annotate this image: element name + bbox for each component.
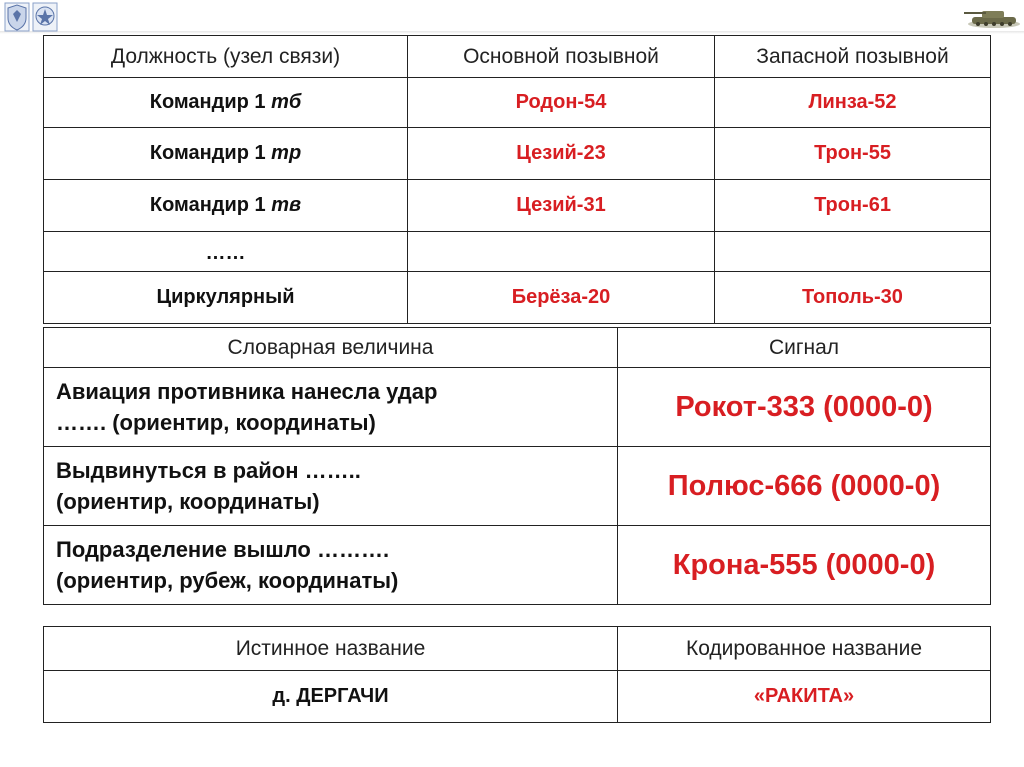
names-table — [43, 626, 991, 723]
main-callsign: Цезий-31 — [408, 180, 715, 232]
table-row — [44, 272, 991, 324]
table-row — [44, 180, 991, 232]
table-header-row — [44, 328, 991, 368]
signal-value: Полюс-666 (0000-0) — [618, 447, 991, 526]
header-divider — [0, 31, 1024, 34]
ellipsis-cell: …… — [44, 232, 408, 272]
table-row — [44, 368, 991, 447]
unit-label: тв — [271, 194, 302, 216]
table-row — [44, 232, 991, 272]
dictionary-line: ……. (ориентир, координаты) — [56, 410, 376, 435]
dictionary-line: Подразделение вышло ………. — [56, 537, 390, 562]
dictionary-line: (ориентир, рубеж, координаты) — [56, 568, 399, 593]
dictionary-value — [44, 447, 618, 526]
empty-cell — [408, 232, 715, 272]
tank-icon — [962, 0, 1024, 30]
table-row — [44, 447, 991, 526]
main-callsign: Берёза-20 — [408, 272, 715, 324]
reserve-callsign: Трон-55 — [715, 128, 991, 180]
position-label: Командир 1 — [149, 194, 272, 216]
column-header: Истинное название — [44, 627, 618, 671]
emblem-icon — [4, 2, 58, 34]
reserve-callsign: Линза-52 — [715, 78, 991, 128]
column-header: Должность (узел связи) — [44, 36, 408, 78]
empty-cell — [715, 232, 991, 272]
unit-label: тб — [271, 91, 302, 113]
position-cell — [44, 128, 408, 180]
unit-label: тр — [271, 142, 302, 164]
reserve-callsign: Тополь-30 — [715, 272, 991, 324]
column-header: Основной позывной — [408, 36, 715, 78]
table-header-row — [44, 627, 991, 671]
position-cell: Циркулярный — [44, 272, 408, 324]
true-name: д. ДЕРГАЧИ — [44, 671, 618, 723]
main-callsign: Родон-54 — [408, 78, 715, 128]
dictionary-line: Выдвинуться в район …….. — [56, 458, 361, 483]
dictionary-line: Авиация противника нанесла удар — [56, 379, 438, 404]
signal-value: Крона-555 (0000-0) — [618, 526, 991, 605]
table-row — [44, 526, 991, 605]
table-row — [44, 128, 991, 180]
dictionary-line: (ориентир, координаты) — [56, 489, 320, 514]
main-callsign: Цезий-23 — [408, 128, 715, 180]
dictionary-value — [44, 526, 618, 605]
column-header: Словарная величина — [44, 328, 618, 368]
position-label: Командир 1 — [149, 91, 272, 113]
coded-name: «РАКИТА» — [618, 671, 991, 723]
table-row — [44, 671, 991, 723]
position-cell — [44, 78, 408, 128]
signal-value: Рокот-333 (0000-0) — [618, 368, 991, 447]
signals-table — [43, 327, 991, 605]
dictionary-value — [44, 368, 618, 447]
reserve-callsign: Трон-61 — [715, 180, 991, 232]
table-row — [44, 78, 991, 128]
position-cell — [44, 180, 408, 232]
table-header-row — [44, 36, 991, 78]
callsigns-table — [43, 35, 991, 324]
column-header: Кодированное название — [618, 627, 991, 671]
position-label: Командир 1 — [149, 142, 272, 164]
column-header: Запасной позывной — [715, 36, 991, 78]
column-header: Сигнал — [618, 328, 991, 368]
